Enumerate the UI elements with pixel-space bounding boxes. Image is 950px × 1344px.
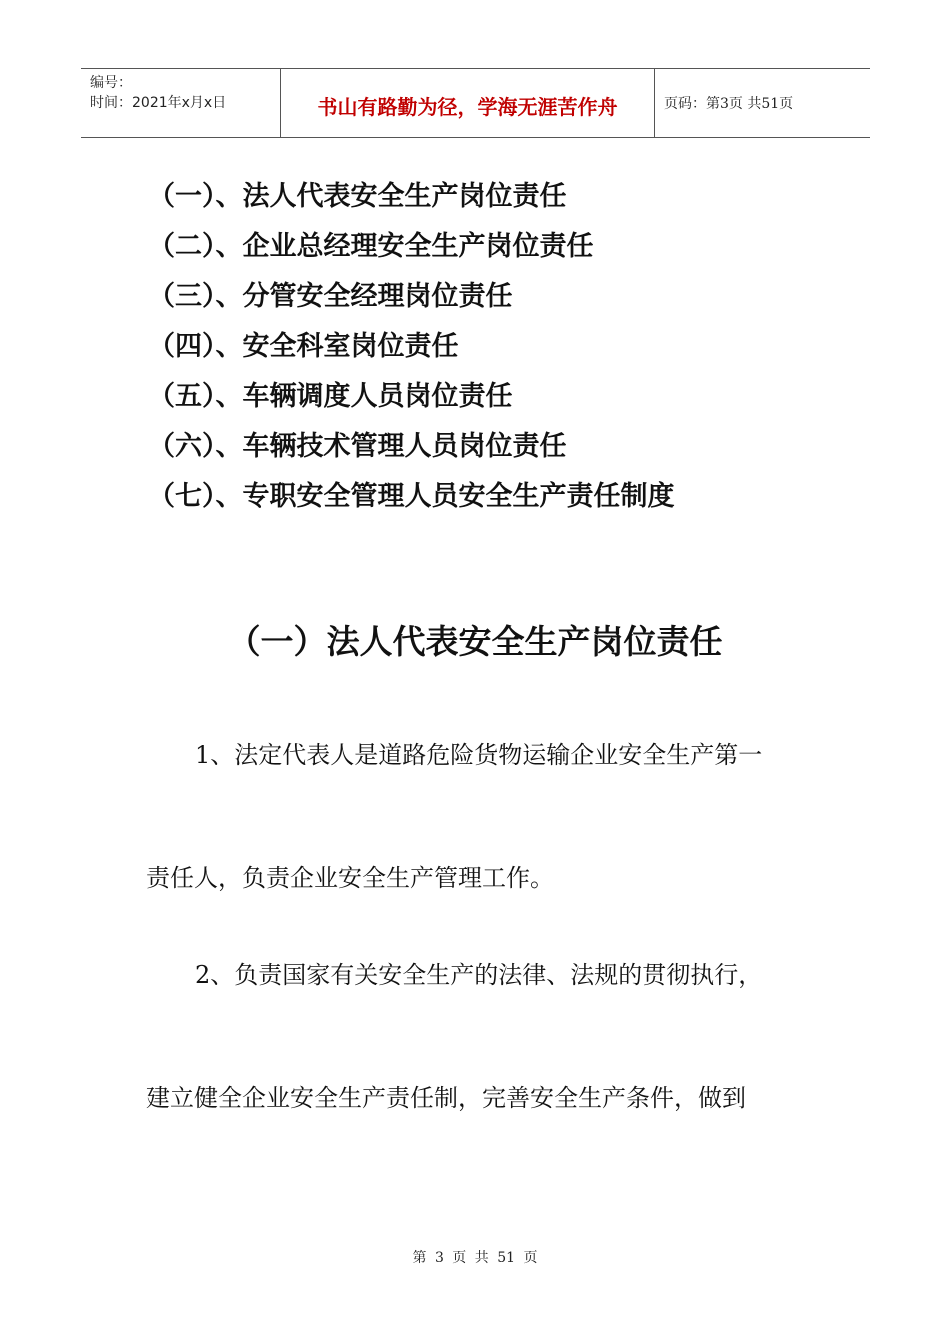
body-paragraph: 1、法定代表人是道路危险货物运输企业安全生产第一 xyxy=(195,741,763,769)
page-header xyxy=(81,68,870,138)
document-time-label: 时间：2021年x月x日 xyxy=(90,95,227,111)
body-paragraph: 责任人，负责企业安全生产管理工作。 xyxy=(146,864,554,892)
toc-item: （七）、专职安全管理人员安全生产责任制度 xyxy=(148,481,675,512)
section-title: （一）法人代表安全生产岗位责任 xyxy=(227,622,723,661)
header-meta xyxy=(81,69,281,137)
header-motto-cell xyxy=(281,69,655,137)
toc-item: （一）、法人代表安全生产岗位责任 xyxy=(148,181,567,212)
toc-item: （六）、车辆技术管理人员岗位责任 xyxy=(148,431,567,462)
body-paragraph: 2、负责国家有关安全生产的法律、法规的贯彻执行， xyxy=(195,961,763,989)
page-footer: 第 3 页 共 51 页 xyxy=(412,1250,538,1266)
toc-item: （五）、车辆调度人员岗位责任 xyxy=(148,381,513,412)
toc-item: （四）、安全科室岗位责任 xyxy=(148,331,459,362)
toc-item: （二）、企业总经理安全生产岗位责任 xyxy=(148,231,594,262)
header-page-info: 页码：第3页 共51页 xyxy=(664,96,794,112)
table-of-contents xyxy=(148,172,675,522)
document-number-label: 编号： xyxy=(90,75,132,91)
body-paragraph: 建立健全企业安全生产责任制，完善安全生产条件，做到 xyxy=(146,1084,746,1112)
toc-item: （三）、分管安全经理岗位责任 xyxy=(148,281,513,312)
header-motto: 书山有路勤为径，学海无涯苦作舟 xyxy=(317,94,618,119)
